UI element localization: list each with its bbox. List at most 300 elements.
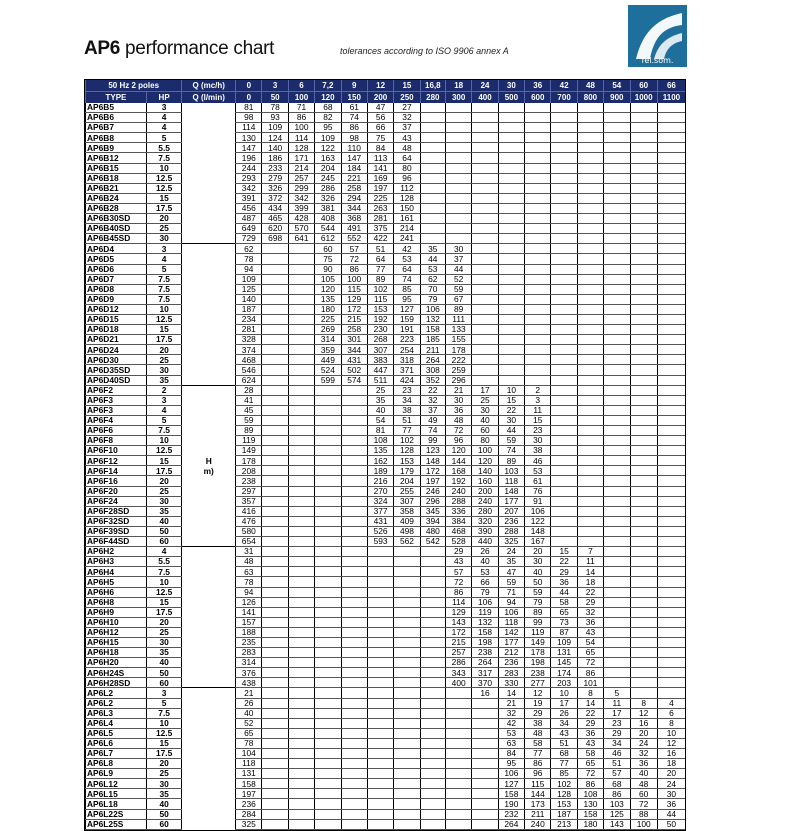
head-label-cell (182, 345, 236, 355)
head-value-cell (657, 163, 685, 173)
head-value-cell (472, 294, 498, 304)
head-value-cell: 270 (367, 486, 393, 496)
head-value-cell: 17 (604, 708, 630, 718)
pump-type-cell: AP6B8 (86, 133, 147, 143)
head-value-cell (657, 577, 685, 587)
head-value-cell: 48 (630, 779, 657, 789)
head-value-cell: 54 (367, 415, 393, 425)
head-value-cell (630, 537, 657, 547)
head-value-cell (341, 789, 367, 799)
head-value-cell: 104 (236, 749, 262, 759)
head-value-cell (262, 385, 288, 395)
head-value-cell: 158 (577, 809, 603, 819)
head-value-cell (315, 637, 341, 647)
head-label-cell (182, 103, 236, 113)
head-value-cell (341, 597, 367, 607)
head-value-cell (420, 627, 445, 637)
head-value-cell: 649 (236, 224, 262, 234)
head-value-cell: 240 (445, 486, 471, 496)
head-value-cell (551, 274, 577, 284)
head-value-cell (420, 668, 445, 678)
head-value-cell (315, 728, 341, 738)
table-row (86, 244, 686, 254)
head-value-cell: 78 (236, 577, 262, 587)
header-flow-mch-9: 16,8 (420, 80, 445, 92)
head-value-cell (657, 627, 685, 637)
head-value-cell (551, 284, 577, 294)
head-value-cell: 409 (394, 516, 420, 526)
table-row (86, 163, 686, 173)
head-value-cell: 190 (498, 799, 524, 809)
head-value-cell (315, 516, 341, 526)
head-value-cell: 45 (236, 405, 262, 415)
head-value-cell (472, 153, 498, 163)
head-label-cell (182, 133, 236, 143)
head-value-cell (315, 506, 341, 516)
head-value-cell (341, 738, 367, 748)
pump-type-cell: AP6B15 (86, 163, 147, 173)
head-value-cell (341, 486, 367, 496)
head-value-cell (498, 375, 524, 385)
head-value-cell: 148 (420, 456, 445, 466)
head-value-cell (630, 648, 657, 658)
head-value-cell: 200 (472, 486, 498, 496)
head-value-cell (630, 355, 657, 365)
head-value-cell (367, 678, 393, 688)
head-value-cell: 31 (236, 547, 262, 557)
head-value-cell (394, 678, 420, 688)
head-value-cell (262, 345, 288, 355)
head-value-cell: 185 (420, 335, 445, 345)
head-value-cell (262, 365, 288, 375)
head-value-cell (630, 234, 657, 244)
head-value-cell (288, 476, 314, 486)
head-value-cell (288, 516, 314, 526)
head-value-cell: 106 (420, 304, 445, 314)
head-value-cell: 35 (367, 395, 393, 405)
head-value-cell: 225 (367, 193, 393, 203)
head-value-cell (420, 193, 445, 203)
head-value-cell (262, 284, 288, 294)
pump-type-cell: AP6F12 (86, 456, 147, 466)
pump-type-cell: AP6L12 (86, 779, 147, 789)
head-value-cell: 86 (604, 789, 630, 799)
pump-type-cell: AP6F14 (86, 466, 147, 476)
head-value-cell (551, 335, 577, 345)
head-value-cell: 105 (315, 274, 341, 284)
head-value-cell (341, 587, 367, 597)
head-value-cell (445, 728, 471, 738)
head-value-cell (262, 688, 288, 698)
head-value-cell (472, 789, 498, 799)
head-value-cell (630, 436, 657, 446)
head-value-cell (341, 526, 367, 536)
pump-hp-cell: 40 (146, 658, 182, 668)
head-label-cell (182, 264, 236, 274)
pump-type-cell: AP6L18 (86, 799, 147, 809)
header-flow-lmin-7: 150 (341, 92, 367, 104)
pump-hp-cell: 17.5 (146, 749, 182, 759)
head-value-cell: 103 (498, 466, 524, 476)
head-value-cell (445, 769, 471, 779)
pump-hp-cell: 40 (146, 799, 182, 809)
head-value-cell (341, 466, 367, 476)
head-value-cell (420, 698, 445, 708)
head-value-cell: 328 (236, 335, 262, 345)
head-value-cell: 52 (445, 274, 471, 284)
head-value-cell (604, 113, 630, 123)
pump-type-cell: AP6B9 (86, 143, 147, 153)
head-value-cell: 40 (367, 405, 393, 415)
pump-hp-cell: 20 (146, 617, 182, 627)
head-value-cell (394, 607, 420, 617)
head-value-cell (551, 203, 577, 213)
pump-type-cell: AP6F39SD (86, 526, 147, 536)
head-label-cell (182, 234, 236, 244)
header-hp: HP (146, 92, 182, 104)
head-label-cell (182, 668, 236, 678)
head-value-cell (604, 183, 630, 193)
table-row (86, 355, 686, 365)
head-value-cell: 64 (394, 264, 420, 274)
head-value-cell (657, 153, 685, 163)
head-value-cell (288, 446, 314, 456)
head-value-cell (525, 234, 551, 244)
head-value-cell (341, 405, 367, 415)
head-value-cell: 84 (367, 143, 393, 153)
head-value-cell (445, 193, 471, 203)
head-value-cell (445, 749, 471, 759)
head-label-cell (182, 688, 236, 698)
head-value-cell: 100 (288, 123, 314, 133)
head-value-cell: 71 (498, 587, 524, 597)
head-label-cell (182, 183, 236, 193)
head-value-cell (394, 637, 420, 647)
head-value-cell: 145 (551, 658, 577, 668)
head-value-cell (472, 133, 498, 143)
head-value-cell: 14 (577, 567, 603, 577)
head-value-cell (288, 274, 314, 284)
head-value-cell (262, 547, 288, 557)
head-value-cell (315, 486, 341, 496)
head-value-cell (657, 395, 685, 405)
pump-hp-cell: 3 (146, 103, 182, 113)
head-value-cell (315, 718, 341, 728)
head-value-cell: 70 (420, 284, 445, 294)
head-label-cell (182, 395, 236, 405)
head-value-cell (394, 799, 420, 809)
head-value-cell (551, 173, 577, 183)
head-value-cell: 50 (657, 819, 685, 829)
head-value-cell (630, 103, 657, 113)
head-value-cell (577, 506, 603, 516)
head-value-cell (657, 466, 685, 476)
head-value-cell (630, 224, 657, 234)
head-value-cell (315, 668, 341, 678)
head-value-cell: 222 (445, 355, 471, 365)
head-value-cell (420, 607, 445, 617)
head-value-cell: 612 (315, 234, 341, 244)
head-value-cell: 698 (262, 234, 288, 244)
head-value-cell (341, 678, 367, 688)
head-label-cell (182, 355, 236, 365)
head-value-cell (577, 143, 603, 153)
pump-hp-cell: 15 (146, 456, 182, 466)
head-value-cell: 391 (236, 193, 262, 203)
head-value-cell (262, 749, 288, 759)
head-value-cell: 100 (630, 819, 657, 829)
head-value-cell (341, 547, 367, 557)
head-value-cell (577, 355, 603, 365)
head-value-cell (288, 284, 314, 294)
head-value-cell (551, 496, 577, 506)
head-value-cell (420, 749, 445, 759)
head-value-cell (604, 415, 630, 425)
head-value-cell (577, 294, 603, 304)
head-value-cell (367, 637, 393, 647)
head-value-cell (657, 617, 685, 627)
head-value-cell (604, 547, 630, 557)
head-value-cell (367, 648, 393, 658)
head-value-cell: 232 (498, 809, 524, 819)
table-row (86, 234, 686, 244)
head-value-cell (657, 557, 685, 567)
head-value-cell (657, 587, 685, 597)
head-value-cell (604, 637, 630, 647)
header-flow-lmin-6: 120 (315, 92, 341, 104)
head-value-cell: 128 (394, 193, 420, 203)
head-value-cell: 158 (472, 627, 498, 637)
head-value-cell (498, 173, 524, 183)
table-row (86, 607, 686, 617)
head-value-cell: 60 (315, 244, 341, 254)
head-value-cell: 43 (394, 133, 420, 143)
pump-type-cell: AP6H15 (86, 637, 147, 647)
head-value-cell (341, 819, 367, 829)
head-label-cell (182, 304, 236, 314)
head-value-cell: 574 (341, 375, 367, 385)
head-value-cell (657, 345, 685, 355)
head-value-cell (657, 688, 685, 698)
head-label-cell (182, 567, 236, 577)
head-label-cell (182, 627, 236, 637)
head-value-cell (262, 678, 288, 688)
head-value-cell: 10 (498, 385, 524, 395)
head-value-cell (657, 668, 685, 678)
head-value-cell (288, 415, 314, 425)
head-label-cell (182, 486, 236, 496)
head-value-cell (420, 637, 445, 647)
pump-hp-cell: 20 (146, 214, 182, 224)
pump-hp-cell: 4 (146, 123, 182, 133)
head-value-cell (551, 123, 577, 133)
head-value-cell (262, 708, 288, 718)
head-value-cell: 46 (525, 456, 551, 466)
head-value-cell (288, 577, 314, 587)
head-value-cell: 85 (551, 769, 577, 779)
head-value-cell: 294 (341, 193, 367, 203)
head-value-cell (498, 314, 524, 324)
head-value-cell (604, 456, 630, 466)
head-value-cell (630, 254, 657, 264)
head-value-cell (315, 436, 341, 446)
head-value-cell: 128 (288, 143, 314, 153)
head-value-cell (472, 113, 498, 123)
head-value-cell (630, 304, 657, 314)
pump-hp-cell: 20 (146, 345, 182, 355)
head-value-cell: 422 (367, 234, 393, 244)
head-value-cell (315, 708, 341, 718)
head-label-cell: m) (182, 466, 236, 476)
head-value-cell: 8 (630, 698, 657, 708)
head-value-cell (394, 718, 420, 728)
head-value-cell (262, 254, 288, 264)
head-value-cell (498, 335, 524, 345)
head-value-cell: 257 (288, 173, 314, 183)
head-value-cell (288, 587, 314, 597)
head-value-cell: 207 (498, 506, 524, 516)
pump-hp-cell: 60 (146, 537, 182, 547)
header-flow-lmin-14: 600 (525, 92, 551, 104)
head-value-cell: 372 (262, 193, 288, 203)
head-label-cell (182, 214, 236, 224)
head-value-cell (341, 648, 367, 658)
head-value-cell: 238 (472, 648, 498, 658)
head-value-cell: 110 (341, 143, 367, 153)
pump-hp-cell: 10 (146, 718, 182, 728)
head-value-cell (577, 496, 603, 506)
pump-type-cell: AP6L15 (86, 789, 147, 799)
head-value-cell (630, 405, 657, 415)
head-value-cell (630, 658, 657, 668)
pump-hp-cell: 15 (146, 325, 182, 335)
header-flow-lmin-12: 400 (472, 92, 498, 104)
pump-type-cell: AP6F2 (86, 385, 147, 395)
head-value-cell: 95 (315, 123, 341, 133)
table-row (86, 183, 686, 193)
pump-hp-cell: 17.5 (146, 466, 182, 476)
head-value-cell: 125 (236, 284, 262, 294)
head-value-cell (577, 173, 603, 183)
head-value-cell: 87 (551, 627, 577, 637)
head-value-cell (472, 819, 498, 829)
head-value-cell: 149 (236, 446, 262, 456)
head-value-cell: 546 (236, 365, 262, 375)
head-value-cell (630, 506, 657, 516)
head-label-cell (182, 597, 236, 607)
head-label-cell (182, 557, 236, 567)
head-value-cell (420, 183, 445, 193)
head-value-cell: 100 (341, 274, 367, 284)
header-flow-mch-8: 15 (394, 80, 420, 92)
head-value-cell (472, 244, 498, 254)
head-value-cell (445, 688, 471, 698)
head-value-cell: 318 (394, 355, 420, 365)
head-value-cell (604, 133, 630, 143)
head-value-cell: 53 (472, 567, 498, 577)
head-value-cell: 32 (420, 395, 445, 405)
title-model: AP6 (84, 38, 121, 59)
head-value-cell (445, 698, 471, 708)
head-value-cell (657, 264, 685, 274)
head-value-cell (420, 203, 445, 213)
head-value-cell (288, 385, 314, 395)
head-value-cell (367, 698, 393, 708)
pump-hp-cell: 25 (146, 224, 182, 234)
head-value-cell (315, 688, 341, 698)
head-value-cell (262, 769, 288, 779)
pump-type-cell: AP6F3 (86, 405, 147, 415)
head-value-cell (498, 153, 524, 163)
head-value-cell (262, 728, 288, 738)
pump-type-cell: AP6F24 (86, 496, 147, 506)
head-value-cell (472, 314, 498, 324)
head-value-cell (472, 203, 498, 213)
head-value-cell (394, 789, 420, 799)
head-value-cell (604, 274, 630, 284)
pump-type-cell: AP6L5 (86, 728, 147, 738)
head-label-cell (182, 506, 236, 516)
pump-hp-cell: 10 (146, 304, 182, 314)
head-value-cell: 147 (236, 143, 262, 153)
head-value-cell: 101 (577, 678, 603, 688)
head-value-cell (604, 597, 630, 607)
pump-hp-cell: 40 (146, 516, 182, 526)
head-value-cell (525, 335, 551, 345)
head-value-cell (315, 446, 341, 456)
head-value-cell (262, 799, 288, 809)
head-label-cell (182, 708, 236, 718)
pump-type-cell: AP6F44SD (86, 537, 147, 547)
head-value-cell (445, 789, 471, 799)
head-value-cell: 18 (577, 577, 603, 587)
pump-type-cell: AP6B21 (86, 183, 147, 193)
head-value-cell: 179 (394, 466, 420, 476)
head-value-cell: 376 (236, 668, 262, 678)
head-value-cell (657, 314, 685, 324)
head-value-cell: 111 (445, 314, 471, 324)
head-value-cell (262, 294, 288, 304)
head-value-cell: 129 (341, 294, 367, 304)
header-flow-mch-13: 36 (525, 80, 551, 92)
head-value-cell: 12 (525, 688, 551, 698)
head-value-cell (341, 567, 367, 577)
head-value-cell (262, 557, 288, 567)
pump-hp-cell: 30 (146, 365, 182, 375)
head-value-cell: 258 (341, 183, 367, 193)
head-value-cell (420, 738, 445, 748)
head-value-cell: 132 (420, 314, 445, 324)
header-flow-mch-3: 3 (262, 80, 288, 92)
table-row (86, 486, 686, 496)
pump-hp-cell: 7.5 (146, 153, 182, 163)
head-value-cell: 61 (525, 476, 551, 486)
head-value-cell: 86 (525, 759, 551, 769)
header-flow-mch-15: 48 (577, 80, 603, 92)
head-value-cell: 34 (551, 718, 577, 728)
head-value-cell: 16 (630, 718, 657, 728)
head-value-cell: 241 (394, 234, 420, 244)
table-row (86, 133, 686, 143)
head-value-cell (315, 496, 341, 506)
head-value-cell: 35 (498, 557, 524, 567)
head-value-cell (630, 516, 657, 526)
head-value-cell: 29 (445, 547, 471, 557)
head-value-cell (604, 426, 630, 436)
head-value-cell: 84 (498, 749, 524, 759)
header-flow-lmin-13: 500 (498, 92, 524, 104)
head-value-cell: 16 (657, 749, 685, 759)
